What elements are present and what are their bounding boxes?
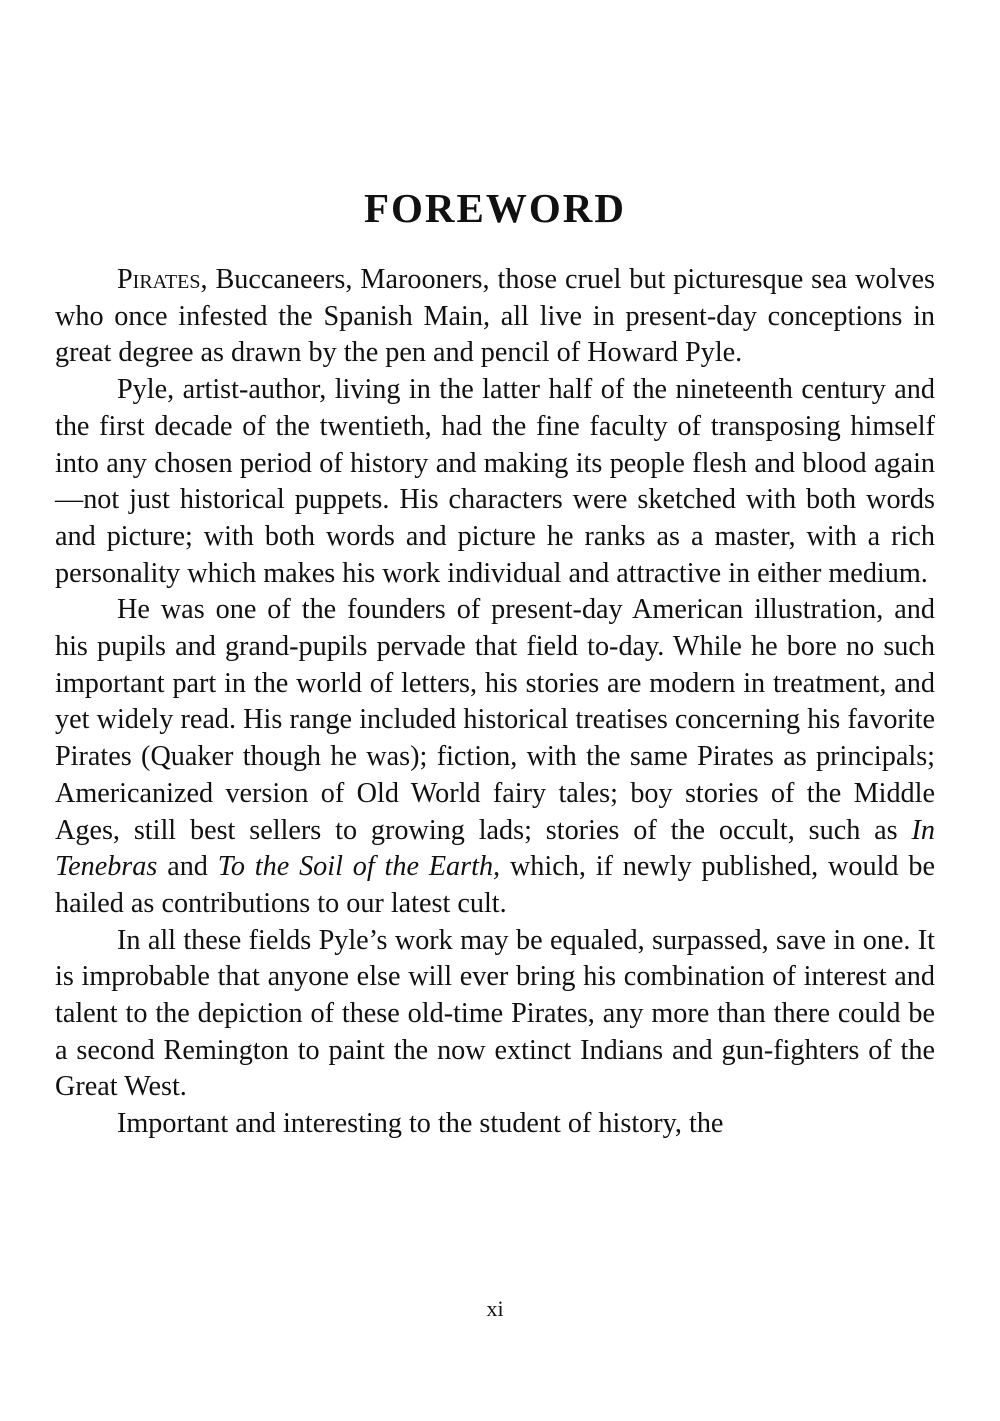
book-title-to-the-soil: To the Soil of the Earth, bbox=[217, 851, 501, 883]
book-title-in-tenebras: In Tenebras bbox=[55, 814, 935, 883]
paragraph-4: In all these fields Pyle’s work may be equaled, surpassed, save in one. It is improbable that anyone else will ever bring his combination of interest and talent to the depiction of these old-time Pirates, any more than there could be a second Remington to paint the now extinct Indians and gun-fighters of the Great West. bbox=[55, 924, 935, 1103]
paragraph-2: Pyle, artist-author, living in the latter half of the nineteenth century and the first decade of the twentieth, had the fine faculty of transposing himself into any chosen period of history and making its people flesh and blood again—not just historical puppets. His characters were sketched with both words and picture; with both words and picture he ranks as a master, with a rich personality which makes his work individual and attractive in either medium. bbox=[55, 374, 935, 589]
drop-word: Pirates bbox=[117, 264, 201, 295]
paragraph-3-text-c: which, if newly published, would be hailed as contributions to our latest cult. bbox=[55, 851, 935, 919]
paragraph-1 bbox=[55, 262, 935, 372]
paragraph-3 bbox=[55, 592, 935, 922]
paragraph-5: Important and interesting to the student of history, the bbox=[117, 1108, 724, 1140]
page-number: xi bbox=[486, 1296, 504, 1321]
paragraph-3-text-b: and bbox=[157, 851, 218, 883]
page-title: FOREWORD bbox=[364, 185, 626, 231]
paragraph-3-text-a: He was one of the founders of present-day American illustration, and his pupils and grand-pupils pervade that field to-day. While he bore no such important part in the world of letters, his stories are modern in treatment, and yet widely read. His range included historical treatises concerning his favorite Pirates (Quaker though he was); fiction, with the same Pirates as principals; Americanized version of Old World fairy tales; boy stories of the Middle Ages, still best sellers to growing lads; stories of the occult, such as bbox=[55, 594, 935, 846]
foreword-body bbox=[55, 262, 935, 1143]
paragraph-1-text: , Buccaneers, Marooners, those cruel but picturesque sea wolves who once infested the Spanish Main, all live in present-day conceptions in great degree as drawn by the pen and pencil of Howard Pyle. bbox=[55, 264, 935, 369]
